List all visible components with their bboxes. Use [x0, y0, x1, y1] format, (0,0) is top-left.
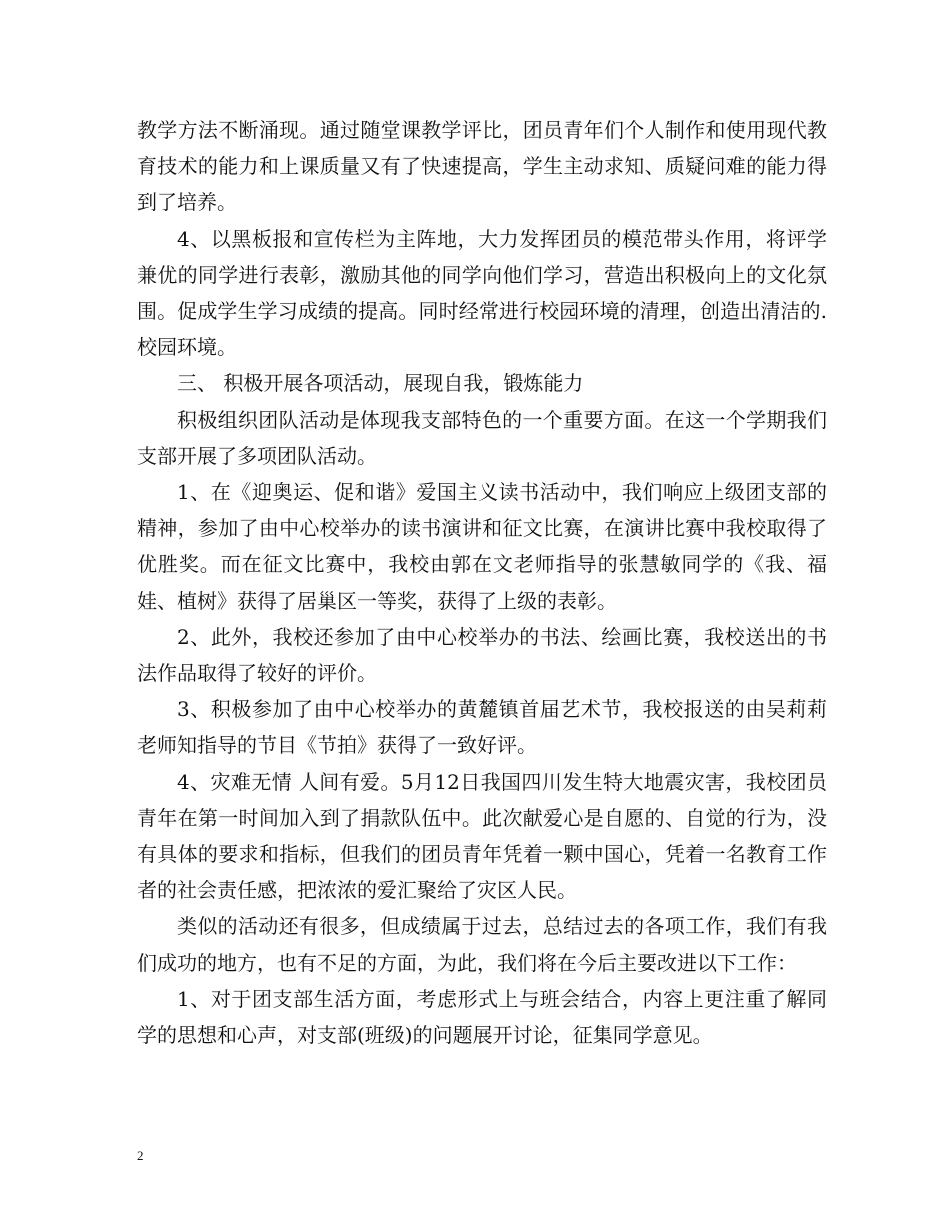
- paragraph-continuation: 教学方法不断涌现。通过随堂课教学评比，团员青年们个人制作和使用现代教育技术的能力和上课质量又有了快速提高，学生主动求知、质疑问难的能力得到了培养。: [137, 118, 827, 215]
- page-number: 2: [137, 1148, 144, 1163]
- section-heading-3: 三、 积极开展各项活动，展现自我，锻炼能力: [177, 371, 584, 396]
- body-text: [137, 112, 827, 1053]
- paragraph-item-3-art-festival: 3、积极参加了由中心校举办的黄麓镇首届艺术节，我校报送的由吴莉莉老师知指导的节目《节拍》获得了一致好评。: [137, 697, 827, 758]
- paragraph-item-4-earthquake: 4、灾难无情 人间有爱。5月12日我国四川发生特大地震灾害，我校团员青年在第一时间加入到了捐款队伍中。此次献爱心是自愿的、自觉的行为，没有具体的要求和指标，但我们的团员青年凭着一颗中国心，凭着一名教育工作者的社会责任感，把浓浓的爱汇聚给了灾区人民。: [137, 769, 827, 903]
- paragraph-item-4-blackboard: 4、以黑板报和宣传栏为主阵地，大力发挥团员的模范带头作用，将评学兼优的同学进行表彰，激励其他的同学向他们学习，营造出积极向上的文化氛围。促成学生学习成绩的提高。同时经常进行校园环境的清理，创造出清洁的.校园环境。: [137, 226, 827, 360]
- paragraph-item-2-calligraphy: 2、此外，我校还参加了由中心校举办的书法、绘画比赛，我校送出的书法作品取得了较好的评价。: [137, 624, 827, 686]
- paragraph-activities-intro: 积极组织团队活动是体现我支部特色的一个重要方面。在这一个学期我们支部开展了多项团队活动。: [137, 407, 827, 468]
- paragraph-summary: 类似的活动还有很多，但成绩属于过去，总结过去的各项工作，我们有我们成功的地方，也有不足的方面，为此，我们将在今后主要改进以下工作：: [137, 914, 827, 975]
- paragraph-item-1-reading: 1、在《迎奥运、促和谐》爱国主义读书活动中，我们响应上级团支部的精神，参加了由中心校举办的读书演讲和征文比赛，在演讲比赛中我校取得了优胜奖。而在征文比赛中，我校由郭在文老师指导的张慧敏同学的《我、福娃、植树》获得了居巢区一等奖，获得了上级的表彰。: [137, 480, 827, 613]
- paragraph-improvement-1: 1、对于团支部生活方面，考虑形式上与班会结合，内容上更注重了解同学的思想和心声，对支部(班级)的问题展开讨论，征集同学意见。: [137, 986, 827, 1048]
